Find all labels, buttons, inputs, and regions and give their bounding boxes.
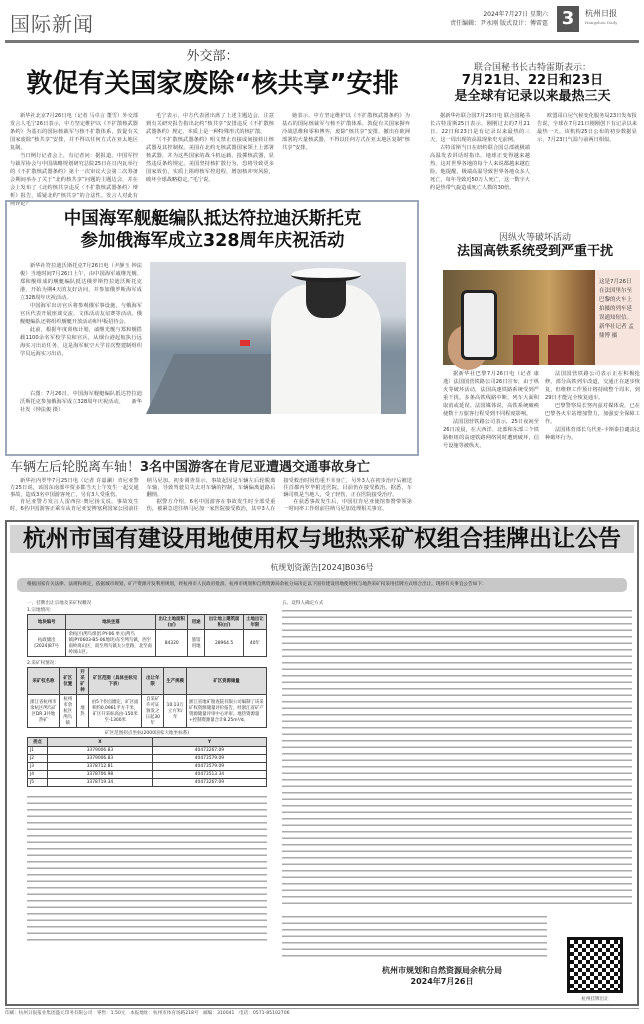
td: 3378706.98 [48,771,153,779]
article-kicker: 因纵火等破坏活动 [498,233,571,243]
qr-label: 杭州挂牌出让 [581,997,609,1002]
td: 40473513.34 [152,771,266,779]
headline-line: 参加俄海军成立328周年庆祝活动 [80,231,345,251]
article-body-col [146,112,274,196]
article-nuclear-sharing [10,48,415,102]
paragraph: 中国海军出访官兵将参观俄军事设施，与俄海军官兵代表开展座谈交流、文体活动友谊赛等活动。俄舰艇编队还将组织舰艇开放活动和甲板招待会。 [20,303,142,325]
td: 3379006.83 [48,747,153,755]
td: J2 [28,755,48,763]
article-body-col [537,112,637,224]
mine-table [27,667,267,728]
th: 矿区范围（具体坐标见下表） [89,668,142,695]
article-body-col [282,112,410,196]
td: 由5个拐点圈定，矿区面积约0.0961平方千米，矿区开采标高由-150米至-1300米 [89,695,142,728]
th: 土地出让年限 [243,615,266,630]
table-row [28,755,267,763]
paragraph: 新华社北京7月26日电（记者 马卓言 董雪）外交部发言人毛宁26日表示，中方坚定维护以《不扩散核武器条约》为基石的国际核裁军与核不扩散体系，敦促有关国家废除“核共享”安排，并不得以任何方式在亚太地区复制。 [10,113,138,151]
th: 地块坐落 [66,615,156,630]
th: 拐点 [28,738,48,747]
paragraph: 据新华社联合国7月25日电 联合国秘书长古特雷斯25日表示，刚刚过去的7月21日、22日和23日是有记录以来最热的三天，这一周出现的高温现象史无前例。 [430,113,530,143]
td: 3378712.81 [48,763,153,771]
td: 3378719.34 [48,779,153,787]
td: J1 [28,747,48,755]
td: 3379006.83 [48,755,153,763]
paragraph: 欧盟哥白尼气候变化服务局23日发布报告说，全球在7月21日刚刚创下有记录以来最热一天。该机构25日公布的初步数据显示，7月23日气温与前两日相似。 [537,113,637,143]
notice-intro: 根据国家有关法律、法规和规定，依据城市规划、矿产资源开发利用规划，经杭州市人民政府批准，杭州市规划和自然资源局余杭分局决定以下国有建设用地使用权与地热采矿权采用挂牌方式组合出让。现将有关事宜公告如下： [17,578,627,592]
table-row [28,747,267,755]
article-kenya-headline [10,460,415,476]
photo-caption: 这是7月26日在法国里尔至巴黎的火车上拍摄的列车延误通知短信。 新华社记者 孟鼎博 摄 [595,270,640,365]
paragraph: 新华社内罗毕7月25日电（记者 许嘉澜）肯尼亚警方25日说，该国东南部中贾多郡当天上午发生一起交通事故，造成3名中国游客死亡，另有3人受重伤。 [10,478,139,498]
land-notice [5,520,639,1006]
notice-number: 杭规划资源告[2024]B036号 [270,563,374,572]
notice-text-block [27,793,267,943]
notice-right-col [282,600,632,957]
article-navy-headline [10,208,415,252]
td: J4 [28,771,48,779]
td: 40年 [243,630,266,657]
paragraph: 此前，根据年度训练计划，戚继光舰与郑和舰搭载1100余名军校学员和官兵，从烟台港起航执行远海实习出访任务，这是海军航空大学首次整建制组织学员远海实习出访。 [20,327,142,357]
td: 旅馆用地 [187,630,204,657]
photo-caption: 右图：7月26日，中国海军舰艇编队抵达符拉迪沃斯托克参加俄海军成立328周年庆祝活动。 新华社发（钟法俊 摄） [20,391,142,413]
paragraph: 新华社符拉迪沃斯托克7月26日电（尹静玉 钟法俊）当地时间7月26日上午，由中国海军戚继光舰、郑和舰组成的舰艇编队抵达俄罗斯符拉迪沃斯托克港，开始为期4天的友好访问，并参加俄罗斯海军成立328周年庆祝活动。 [20,263,142,301]
article-kicker: 车辆左后轮脱离车轴！ [10,460,141,475]
article-heatwave [425,60,640,105]
th: 出让年限 [142,668,164,695]
paragraph: 当日例行记者会上，有记者问：据报道，中国军控与裁军协会与中国战略规划研究总院25日在日内瓦举行的《不扩散核武器条约》第十一次审议大会第二次筹备会期间举办了关于“北约核共享”问题的主题边会，并在会上发布了《北约核共享违反〈不扩散核武器条约〉辩析》报告，质疑北约“核共享”的合法性。发言人对此有何评论？ [10,153,138,207]
coord-table [27,737,267,787]
th: 矿区资源储量 [187,668,267,695]
table-row [28,695,267,728]
notice-left-col [27,600,267,943]
th: 出让土地面积(㎡) [156,615,188,630]
paragraph: 据新华社巴黎7月26日电（记者 康逸）法国国营铁路公司26日宣布，由于纵火等破坏活动，法国高速铁路系统受到严重干扰。多条高铁线路中断，列车大面积取消或延误。法国媒体说，高铁系统瘫痪使数十万旅客行程受到不同程度影响。 [443,371,539,417]
td: 40473579.09 [152,755,266,763]
th: X [48,738,153,747]
td: J5 [28,779,48,787]
land-table [27,614,267,657]
th: 地块编号 [28,615,66,630]
article-kicker: 联合国秘书长古特雷斯表示： [473,63,591,73]
th: 采矿权名称 [28,668,60,695]
th: 生产规模 [164,668,187,695]
article-body-col [20,262,142,384]
th: 矿区位置 [59,668,76,695]
section-heading: 五、竞得人确定方式 [282,601,324,606]
issuer: 杭州市规划和自然资源局余杭分局 [382,966,502,975]
table-row [28,763,267,771]
td: 自采矿许可证颁发之日起30年 [142,695,164,728]
sub-heading: 2.采矿权情况： [27,661,59,666]
sub-heading: 1.宗地情况： [27,608,55,613]
table-caption: 矿区范围拐点坐标(2000国家大地坐标系) [104,731,190,736]
logo-en: Hangzhou Daily [585,20,618,25]
article-body-col [443,370,539,512]
td: 浙江省杭州市余杭区鸬鸟矿区DR.3井地热矿 [28,695,60,728]
td: 杭政储出[2024]87号 [28,630,66,657]
article-kenya-body [10,478,412,513]
td: 84320 [156,630,188,657]
paragraph: 她表示，中方坚定维护以《不扩散核武器条约》为基石的国际核裁军与核不扩散体系，敦促有关国家摒弃冷战思维和零和博弈，废除“核共享”安排，撤出在欧洲部署的大量核武器，不得以任何方式在亚太地区复制“核共享”安排。 [282,113,410,151]
td: 地热 [76,695,88,728]
notice-signature [337,965,547,987]
header-rule [5,40,639,43]
td: 杭州市余杭区鸬鸟镇 [59,695,76,728]
paragraph: 据警方介绍，6名中国游客在事故发生时全部受重伤，被紧急送往纳马尼加一家医院接受救治，其中3人在接受救治时因伤重不幸身亡，另外3人在初步治疗后被送往首都内罗毕附近医院。目前仍在接受救治。据悉，车辆司机是当地人，受了轻伤，正在医院接受治疗。 [146,478,412,512]
paragraph: 法国国营铁路公司表示正在积极抢修，部分高铁列车改道，交通正在逐步恢复，但维修工作预计将持续整个周末，到29日才能完全恢复通车。 [545,371,640,401]
navy-photo [150,262,406,414]
section-title: 国际新闻 [10,12,94,36]
page-number: 3 [557,6,579,32]
th: Y [152,738,266,747]
article-france [430,230,640,261]
footer-imprint: 印刷：杭州日报报业集团盛元印务有限公司 零售：1.50元 本报地址：杭州市体育场路218号 邮编：310041 电话：0571-85102706 [5,1011,290,1016]
newspaper-logo [585,9,617,27]
issue-date: 2024年7月27日 星期六 [483,11,548,18]
article-headline: 是全球有记录以来最热三天 [454,89,611,104]
header-meta [450,10,548,28]
article-headline: 法国高铁系统受到严重干扰 [456,244,613,259]
section-heading: 一、挂牌出让宗地及采矿权概况 [27,601,92,606]
td: J3 [28,763,48,771]
td: 40473579.09 [152,763,266,771]
table-row [28,771,267,779]
td: 浙江省地矿勘查院有限公司编制了该采矿权资源储量评价报告，经浙江省矿产资源储量评审中心评审。地热资源量+控制资源量合计8.25m³/d。 [187,695,267,728]
paragraph: 法国体育部长乌代亚-卡斯泰拉谴责这种破坏行为。 [545,427,640,441]
th: 用途 [187,615,204,630]
footer-rule [5,1008,639,1009]
notice-text-block [282,607,632,907]
paragraph: 在获悉事故发生后，中国驻肯尼亚使馆参赞带领第一时间率工作组前往纳马尼加处理相关事宜。 [283,499,412,512]
table-row [28,630,267,657]
article-body-col [430,112,530,224]
td: 28964.5 [205,630,244,657]
paragraph: 法国国营铁路公司表示，25日夜间至26日凌晨，在大西洋、北部和东部三个铁路枢纽的高速铁路网络同时遭到破坏，信号设施等被纵火。 [443,419,539,449]
notice-text-block [282,913,547,957]
headline-line: 中国海军舰艇编队抵达符拉迪沃斯托克 [63,209,362,229]
th: 出让地上建筑面积(㎡) [205,615,244,630]
sign-date: 2024年7月26日 [410,977,474,986]
th: 开采矿种 [76,668,88,695]
editors: 责任编辑：尹永刚 版式设计：傅雷霆 [450,20,548,27]
article-kicker: 外交部： [186,49,239,64]
article-headline: 3名中国游客在肯尼亚遭遇交通事故身亡 [140,460,371,475]
table-row [28,779,267,787]
train-photo [443,270,595,365]
article-headline: 7月21日、22日和23日 [461,73,604,88]
td: 40473267.09 [152,747,266,755]
logo-text: 杭州日报 [585,9,617,18]
paragraph: 肯尼亚警方发言人雷西拉·奥尼扬戈说，事故发生时，6名中国游客正乘车从肯尼亚安博塞利国家公园前往纳马尼加。初步调查显示，事故起因是车辆左后轮脱离车轴，导致驾驶员失去对车辆的控制，车辆偏离道路后翻倒。 [10,478,276,512]
paragraph: 古特雷斯当日在纽约联合国总部就极端高温发表讲话时指出，地球正变得越来越热，这对世界各地的每个人来说都越来越危险。他提醒，极端高温导致世界各地众多人死亡，每年导致近50万人死亡，这一数字大约是热带气旋造成死亡人数的30倍。 [430,145,530,191]
article-body-col [545,370,640,512]
article-headline: 敦促有关国家废除“核共享”安排 [26,69,399,99]
notice-title: 杭州市国有建设用地使用权与地热采矿权组合挂牌出让公告 [10,525,634,553]
paragraph: 巴黎警察局长努内兹对媒体说，已在巴黎各火车站增加警力，加强安全保障工作。 [545,403,640,425]
td: 余杭区(鸬鸟组团 PY-06 单元(鸬鸟镇)PY0603-B5-06地块)东至鸬鸟镇，西至南岭岗山区，南至鸬鸟镇太公堂路，北至南岭岗山区。 [66,630,156,657]
td: 10.13万立方米/年 [164,695,187,728]
article-body-col [10,112,138,207]
td: 40473267.09 [152,779,266,787]
paragraph: “《不扩散核武器条约》明文禁止直接或间接转让核武器及其控制权。美国在北约无核武器国家领土上部署核武器，并为这些国家的战斗机运载、投掷核武器，显然违反条约规定。美国坚持核扩散行为，恐将导致更多国家效仿，实质上阻碍核军控进程，增加核冲突风险，破坏全球战略稳定。”毛宁说。 [146,137,274,183]
paragraph: 毛宁表示，中方代表团出席了上述主题边会，注意到有关研究报告指出北约“核共享”安排违反《不扩散核武器条约》规定，本质上是一种特殊形式的核扩散。 [146,113,274,135]
qr-code-icon[interactable] [567,937,623,993]
